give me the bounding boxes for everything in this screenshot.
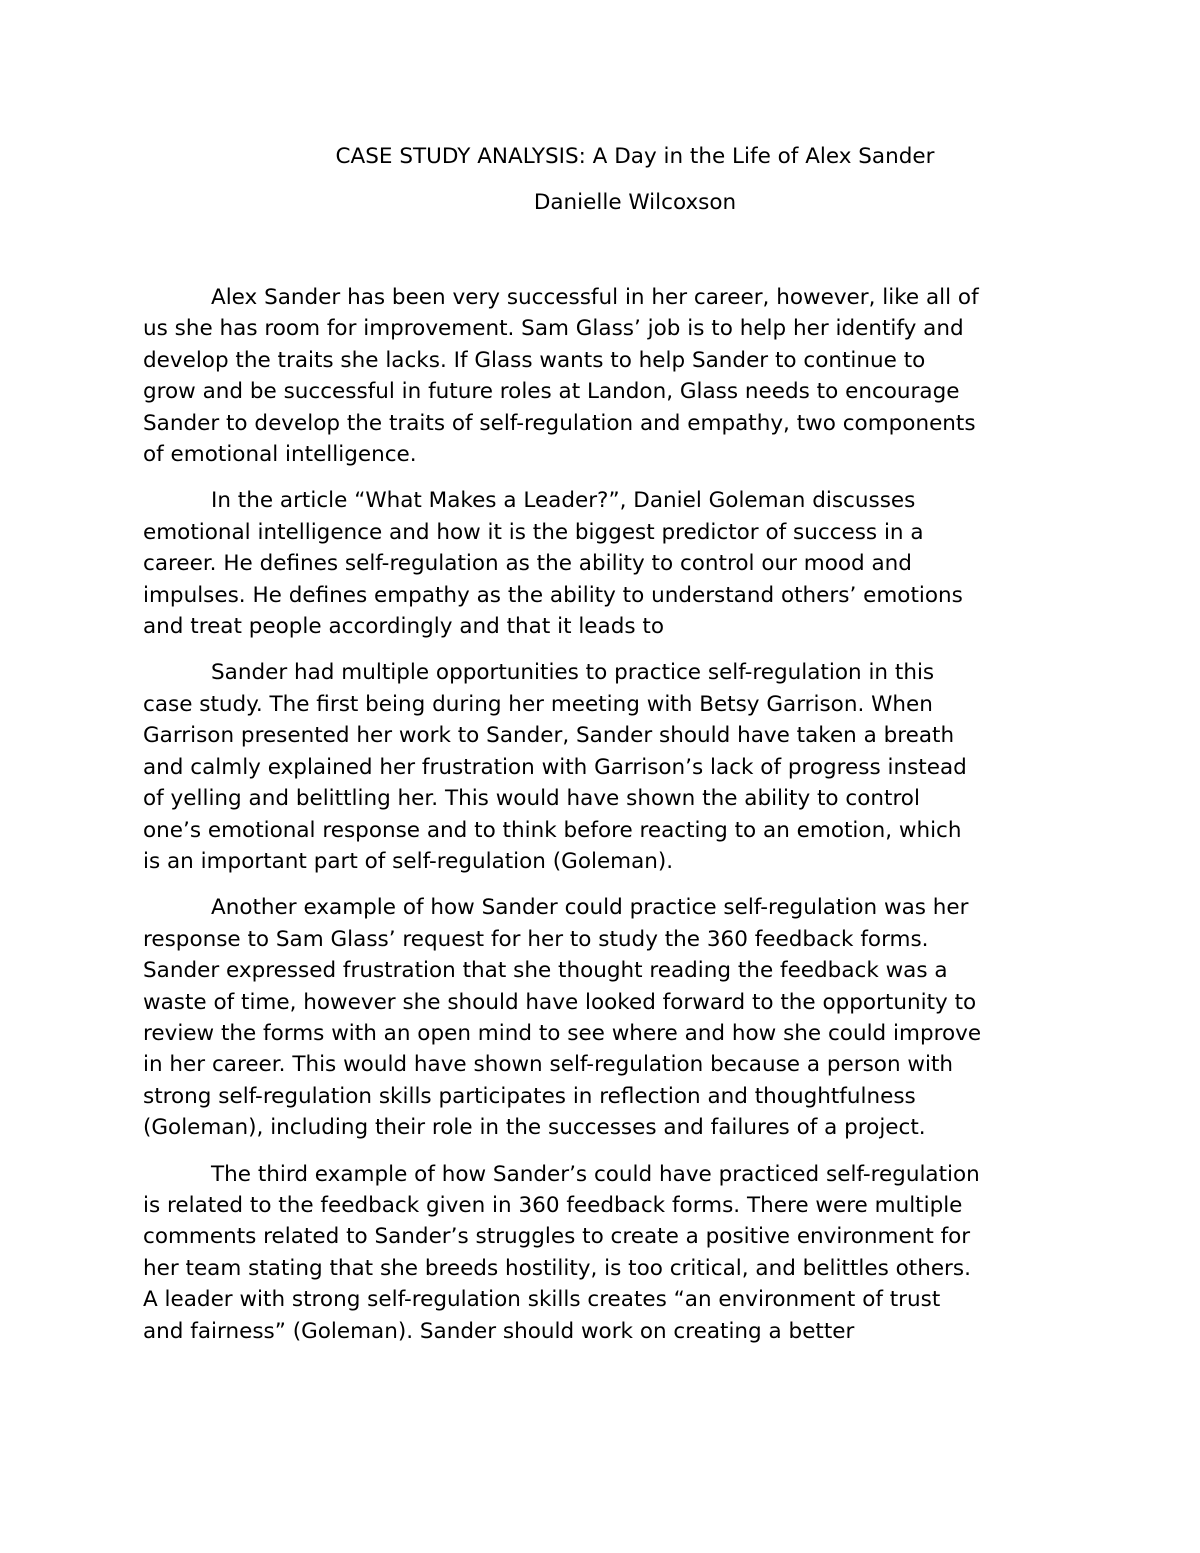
text-line: is an important part of self-regulation (Goleman). (143, 848, 674, 874)
text-line: impulses. He defines empathy as the ability to understand others’ emotions (143, 582, 963, 608)
text-line: In the article “What Makes a Leader?”, Daniel Goleman discusses (211, 488, 916, 514)
text-line: review the forms with an open mind to see where and how she could improve (143, 1020, 982, 1046)
text-line: The third example of how Sander’s could have practiced self-regulation (211, 1161, 980, 1187)
text-line: waste of time, however she should have looked forward to the opportunity to (143, 989, 977, 1015)
text-line: grow and be successful in future roles at Landon, Glass needs to encourage (143, 379, 960, 405)
document-author: Danielle Wilcoxson (533, 190, 737, 215)
text-line: Sander to develop the traits of self-regulation and empathy, two components (143, 410, 976, 436)
document-title: CASE STUDY ANALYSIS: A Day in the Life of Alex Sander (335, 144, 935, 169)
text-line: and calmly explained her frustration with Garrison’s lack of progress instead (143, 754, 967, 780)
text-line: one’s emotional response and to think before reacting to an emotion, which (143, 817, 962, 843)
paragraph (143, 282, 1073, 470)
text-line: and treat people accordingly and that it leads to (143, 614, 664, 640)
text-line: (Goleman), including their role in the successes and failures of a project. (143, 1115, 926, 1141)
text-line: in her career. This would have shown self-regulation because a person with (143, 1052, 954, 1078)
text-line: Garrison presented her work to Sander, Sander should have taken a breath (143, 723, 955, 749)
document-body (143, 282, 1073, 1362)
text-line: career. He defines self-regulation as the ability to control our mood and (143, 551, 912, 577)
text-line: Alex Sander has been very successful in her career, however, like all of (211, 285, 979, 310)
text-line: A leader with strong self-regulation skills creates “an environment of trust (143, 1287, 941, 1313)
paragraph (143, 1159, 1073, 1347)
text-line: her team stating that she breeds hostility, is too critical, and belittles others. (143, 1255, 971, 1281)
text-line: strong self-regulation skills participates in reflection and thoughtfulness (143, 1083, 916, 1109)
text-line: comments related to Sander’s struggles to create a positive environment for (143, 1224, 971, 1250)
paragraph (143, 657, 1073, 877)
text-line: response to Sam Glass’ request for her to study the 360 feedback forms. (143, 926, 929, 952)
paragraph (143, 485, 1073, 642)
text-line: of emotional intelligence. (143, 442, 417, 468)
text-line: emotional intelligence and how it is the biggest predictor of success in a (143, 519, 924, 545)
text-line: Another example of how Sander could practice self-regulation was her (211, 895, 969, 921)
text-line: develop the traits she lacks. If Glass wants to help Sander to continue to (143, 347, 926, 373)
text-line: us she has room for improvement. Sam Glass’ job is to help her identify and (143, 316, 964, 342)
text-line: case study. The first being during her meeting with Betsy Garrison. When (143, 691, 933, 717)
text-line: Sander expressed frustration that she thought reading the feedback was a (143, 958, 948, 984)
text-line: Sander had multiple opportunities to practice self-regulation in this (211, 660, 935, 686)
text-line: and fairness” (Goleman). Sander should work on creating a better (143, 1318, 855, 1344)
text-line: is related to the feedback given in 360 feedback forms. There were multiple (143, 1192, 963, 1218)
paragraph (143, 892, 1073, 1143)
text-line: of yelling and belittling her. This would have shown the ability to control (143, 786, 920, 812)
